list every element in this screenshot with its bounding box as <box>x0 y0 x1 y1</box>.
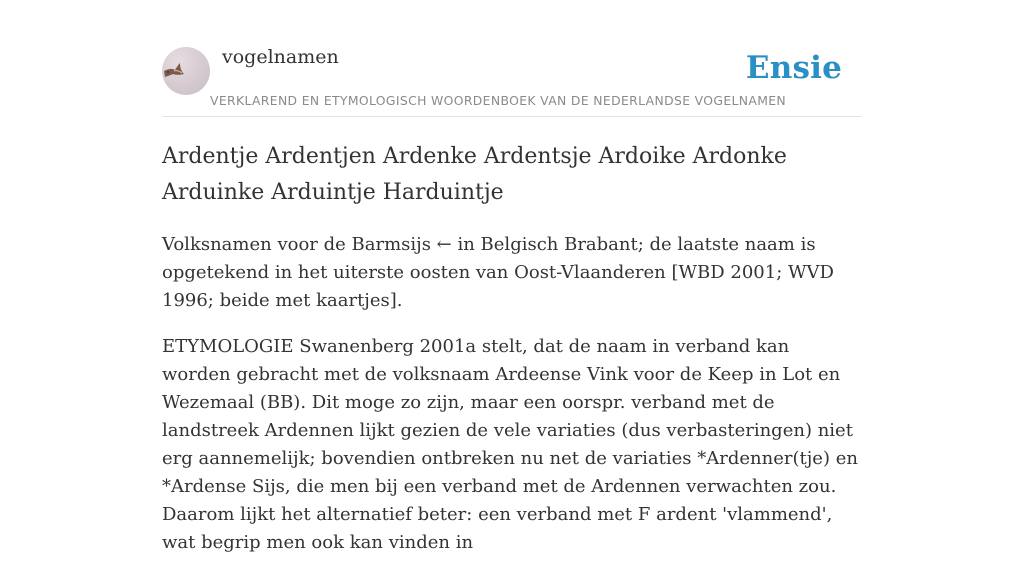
dictionary-header <box>162 0 862 117</box>
dictionary-avatar[interactable] <box>162 47 210 95</box>
dictionary-subtitle: VERKLAREND EN ETYMOLOGISCH WOORDENBOEK VAN DE NEDERLANDSE VOGELNAMEN <box>210 93 787 108</box>
dictionary-name-link[interactable]: vogelnamen <box>222 46 339 68</box>
content-column <box>162 0 862 575</box>
entry-article <box>162 117 862 557</box>
entry-title: Ardentje Ardentjen Ardenke Ardentsje Ardoike Ardonke Arduinke Arduintje Harduintje <box>162 144 787 205</box>
ensie-logo-link[interactable]: Ensie <box>745 50 842 86</box>
bird-icon <box>162 47 210 95</box>
entry-paragraph-etymology: ETYMOLOGIE Swanenberg 2001a stelt, dat de naam in verband kan worden gebracht met de volksnaam Ardeense Vink voor de Keep in Lot en Wezemaal (BB). Dit moge zo zijn, maar een oorspr. verband met de landstreek Ardennen lijkt gezien de vele variaties (dus verbasteringen) niet erg aannemelijk; bovendien ontbreken nu net de variaties *Ardenner(tje) en *Ardense Sijs, die men bij een verband met de Ardennen verwachten zou. Daarom lijkt het alternatief beter: een verband met F ardent 'vlammend', wat begrip men ook kan vinden in <box>162 336 858 553</box>
entry-paragraph-definition: Volksnamen voor de Barmsijs ← in Belgisch Brabant; de laatste naam is opgetekend in het uiterste oosten van Oost-Vlaanderen [WBD 2001; WVD 1996; beide met kaartjes]. <box>162 234 834 311</box>
